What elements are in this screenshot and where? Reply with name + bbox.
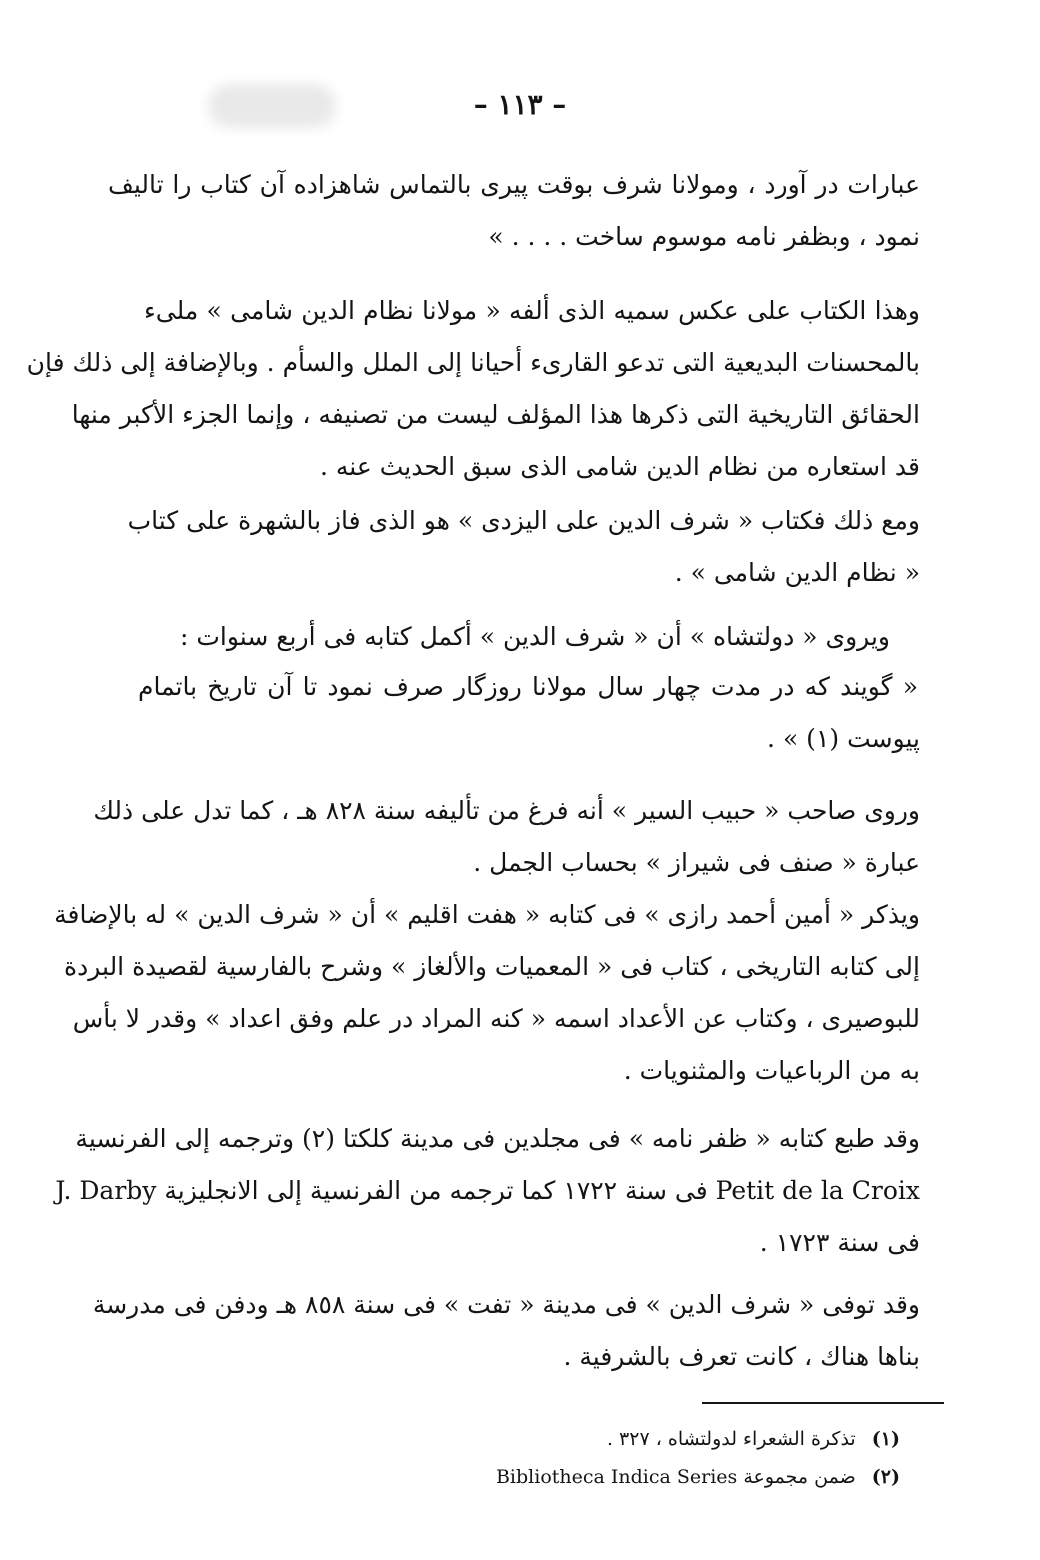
quote-line: « گویند که در مدت چهار سال مولانا روزگار صرف نمود تا آن تاریخ باتمام bbox=[138, 672, 918, 701]
text-line: قد استعاره من نظام الدين شامى الذى سبق الحديث عنه . bbox=[319, 452, 920, 481]
text-line: نمود ، وبظفر نامه موسوم ساخت . . . . » bbox=[488, 222, 920, 251]
text-line: عبارة « صنف فى شيراز » بحساب الجمل . bbox=[473, 848, 920, 877]
quote-line: پیوست (١) » . bbox=[767, 724, 920, 753]
page-number: – ١١٣ – bbox=[473, 88, 567, 121]
text-line: الحقائق التاريخية التى ذكرها هذا المؤلف ليست من تصنيفه ، وإنما الجزء الأكبر منها bbox=[71, 400, 920, 429]
text-line: إلى كتابه التاريخى ، كتاب فى « المعميات والألغاز » وشرح بالفارسية لقصيدة البردة bbox=[64, 952, 920, 981]
footnote bbox=[140, 1422, 900, 1456]
text-line: وهذا الكتاب على عكس سميه الذى ألفه « مولانا نظام الدين شامى » ملىء bbox=[144, 296, 920, 325]
text-line: بناها هناك ، كانت تعرف بالشرفية . bbox=[563, 1342, 920, 1371]
footnote-divider bbox=[702, 1402, 944, 1404]
text-line: Petit de la Croix فى سنة ١٧٢٢ كما ترجمه من الفرنسية إلى الانجليزية J. Darby bbox=[55, 1176, 920, 1205]
text-line: عبارات در آورد ، ومولانا شرف بوقت پیری بالتماس شاهزاده آن کتاب را تالیف bbox=[108, 170, 920, 199]
footnote-text: تذكرة الشعراء لدولتشاه ، ٣٢٧ . bbox=[606, 1428, 856, 1450]
footnote-text: ضمن مجموعة Bibliotheca Indica Series bbox=[495, 1466, 856, 1488]
text-line: بالمحسنات البديعية التى تدعو القارىء أحيانا إلى الملل والسأم . وبالإضافة إلى ذلك فإن bbox=[26, 348, 920, 377]
text-line: للبوصيرى ، وكتاب عن الأعداد اسمه « كنه المراد در علم وفق اعداد » وقدر لا بأس bbox=[72, 1004, 920, 1033]
text-line: وقد طبع كتابه « ظفر نامه » فى مجلدين فى مدينة كلكتا (٢) وترجمه إلى الفرنسية bbox=[75, 1124, 920, 1153]
text-line: « نظام الدين شامى » . bbox=[674, 558, 920, 587]
text-line: فى سنة ١٧٢٣ . bbox=[759, 1228, 920, 1257]
text-line: ويروى « دولتشاه » أن « شرف الدين » أكمل كتابه فى أربع سنوات : bbox=[180, 622, 890, 651]
text-line: وقد توفى « شرف الدين » فى مدينة « تفت » فى سنة ٨٥٨ هـ ودفن فى مدرسة bbox=[92, 1290, 920, 1319]
text-line: ويذكر « أمين أحمد رازى » فى كتابه « هفت اقليم » أن « شرف الدين » له بالإضافة bbox=[54, 900, 920, 929]
text-line: ومع ذلك فكتاب « شرف الدين على اليزدى » هو الذى فاز بالشهرة على كتاب bbox=[127, 506, 920, 535]
footnote bbox=[140, 1460, 900, 1494]
text-line: وروى صاحب « حبيب السير » أنه فرغ من تأليفه سنة ٨٢٨ هـ ، كما تدل على ذلك bbox=[93, 796, 920, 825]
text-line: به من الرباعيات والمثنويات . bbox=[623, 1056, 920, 1085]
footnote-number: (٢) bbox=[871, 1466, 900, 1488]
footnote-number: (١) bbox=[871, 1428, 900, 1450]
